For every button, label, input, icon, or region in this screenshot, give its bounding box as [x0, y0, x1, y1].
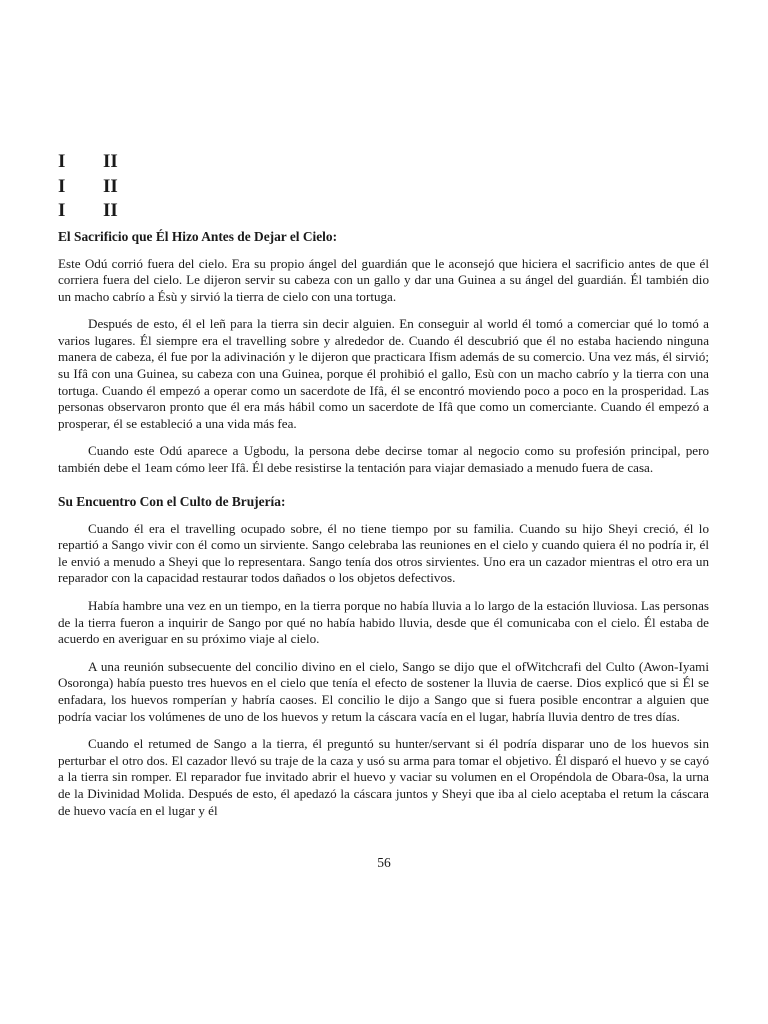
page-content [58, 150, 709, 819]
paragraph: Después de esto, él el leñ para la tierra sin decir alguien. En conseguir al world él tomó a comerciar qué lo tomó a varios lugares. Él siempre era el travelling sobre y alrededor de. Cuando él descubrió que él no estaba haciendo ninguna manera de cabeza, él fue por la adivinación y le dijeron que practicara Ifism además de su comercio. Una vez más, él sirvió; su Ifâ con una Guinea, su cabeza con una Guinea, porque él prohibió el gallo, Esù con un macho cabrío y la tierra con una tortuga. Cuando él empezó a operar como un sacerdote de Ifâ, él se encontró moviendo poco a poco en la prosperidad. Las personas observaron pronto que él era más hábil como un sacerdote de Ifâ que como un comerciante. Cuando él empezó a prosperar, él se estableció a una vida más fea. [58, 316, 709, 431]
odu-row [58, 175, 138, 200]
odu-signature [58, 150, 138, 224]
section-heading-sacrifice: El Sacrificio que Él Hizo Antes de Dejar el Cielo: [58, 228, 338, 244]
section-heading-witchcraft: Su Encuentro Con el Culto de Brujería: [58, 493, 286, 509]
paragraph: A una reunión subsecuente del concilio divino en el cielo, Sango se dijo que el ofWitchcrafi del Culto (Awon-Iyami Osoronga) había puesto tres huevos en el cielo que tenía el efecto de sostener la lluvia de caerse. Dios explicó que si Él se enfadara, los huevos romperían y habría caoses. El concilio le dijo a Sango que si fuera posible encontrar a alguien que podría vaciar los volúmenes de uno de los huevos y retum la cáscara vacía en el lugar, habría lluvia dentro de tres días. [58, 658, 709, 724]
paragraph: Había hambre una vez en un tiempo, en la tierra porque no había lluvia a lo largo de la estación lluviosa. Las personas de la tierra fueron a inquirir de Sango por qué no había habido lluvia, desde que él comunicaba con el cielo. Él estaba de acuerdo en averiguar en su próximo viaje al cielo. [58, 598, 709, 647]
odu-mark-left: I [58, 151, 66, 172]
odu-mark-left: I [58, 200, 66, 221]
odu-mark-left: I [58, 175, 66, 197]
odu-mark-right: II [103, 175, 118, 197]
paragraph: Cuando él era el travelling ocupado sobre, él no tiene tiempo por su familia. Cuando su hijo Sheyi creció, él lo repartió a Sango vivir con él como un sirviente. Sango celebraba las reuniones en el cielo y cuando quiera él no podría ir, él le envió a menudo a Sheyi que lo representara. Sango tenía dos otros sirvientes. Uno era un cazador mientras el otro era un reparador con la capacidad restaurar todos dañados o los objetos defectivos. [58, 520, 709, 586]
odu-row [58, 199, 138, 224]
paragraph: Este Odú corrió fuera del cielo. Era su propio ángel del guardián que le aconsejó que hiciera el sacrificio antes de que él corriera fuera del cielo. Le dijeron servir su cabeza con un gallo y dar una Guinea a su ángel del guardián. Él también dio un macho cabrío a Ésù y sirvió la tierra de cielo con una tortuga. [58, 255, 709, 304]
odu-mark-right: II [103, 151, 118, 172]
paragraph: Cuando el retumed de Sango a la tierra, él preguntó su hunter/servant si él podría disparar uno de los huevos sin perturbar el otro dos. El cazador llevó su traje de la caza y usó su arma para tomar el objetivo. Él disparó el huevo y se cayó a la tierra sin romper. El reparador fue invitado abrir el huevo y vaciar su volumen en el Oropéndola de Obara-0sa, la urna de la Divinidad Molida. Después de esto, él apedazó la cáscara juntos y Sheyi que iba al cielo aceptaba el retum la cáscara de huevo vacía en el lugar y él [58, 736, 709, 818]
paragraph: Cuando este Odú aparece a Ugbodu, la persona debe decirse tomar al negocio como su profesión principal, pero también debe el 1eam cómo leer Ifâ. Él debe resistirse la tentación para viajar demasiado a menudo fuera de casa. [58, 443, 709, 476]
odu-row [58, 150, 138, 175]
page-number: 56 [377, 855, 391, 870]
odu-mark-right: II [103, 200, 118, 221]
